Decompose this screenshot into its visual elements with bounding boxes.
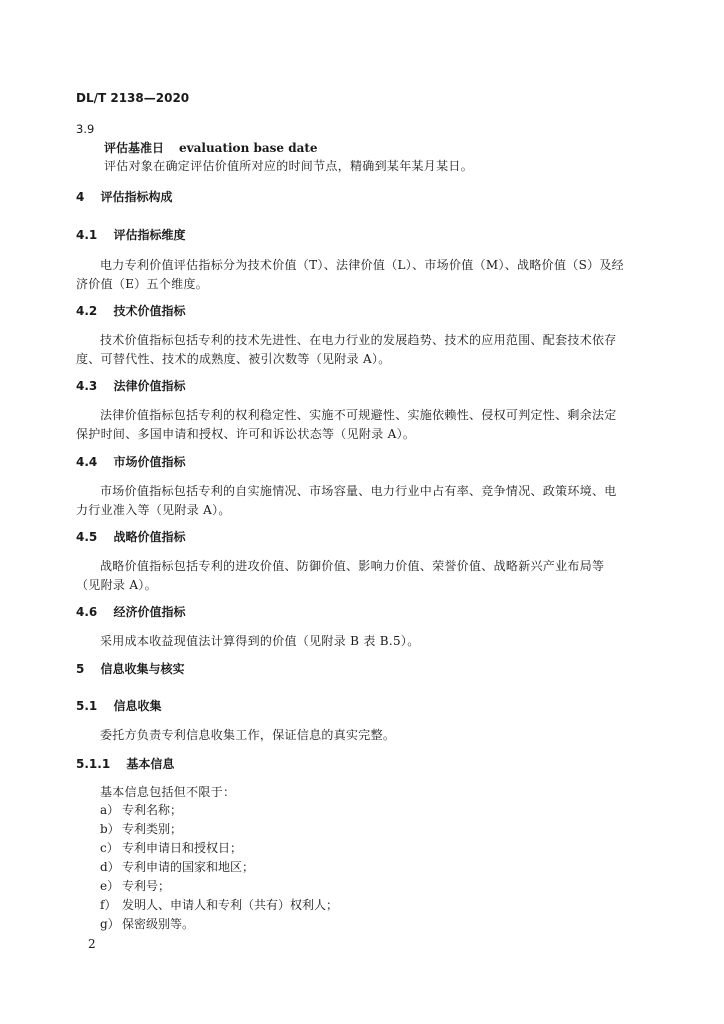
- section-5-1-number: 5.1: [76, 699, 98, 713]
- section-4-2-line-1: 技术价值指标包括专利的技术先进性、在电力行业的发展趋势、技术的应用范围、配套技术依存: [100, 333, 617, 347]
- list-item: [100, 915, 194, 932]
- section-4-1-line-1: 电力专利价值评估指标分为技术价值（T）、法律价值（L）、市场价值（M）、战略价值（S）及经: [100, 258, 624, 272]
- section-4-title: 评估指标构成: [100, 190, 173, 204]
- section-4-3-heading: [76, 377, 185, 394]
- section-4-5-heading: [76, 528, 185, 545]
- section-4-number: 4: [76, 190, 85, 204]
- list-item-text: 专利申请日和授权日；: [122, 841, 243, 855]
- list-item-label: c）: [100, 841, 119, 855]
- section-4-5-number: 4.5: [76, 530, 98, 544]
- section-5-1-1-number: 5.1.1: [76, 757, 111, 771]
- section-4-4-number: 4.4: [76, 455, 98, 469]
- section-4-1-heading: [76, 226, 185, 243]
- section-4-6-number: 4.6: [76, 605, 98, 619]
- section-4-2-title: 技术价值指标: [113, 304, 186, 318]
- section-4-2-line-2: 度、可替代性、技术的成熟度、被引次数等（见附录 A）。: [76, 352, 391, 366]
- section-4-4-line-2: 力行业准入等（见附录 A）。: [76, 503, 231, 517]
- section-5-1-1-title: 基本信息: [126, 757, 175, 771]
- list-item-label: e）: [100, 879, 120, 893]
- section-4-6-title: 经济价值指标: [113, 605, 186, 619]
- list-item: [100, 877, 170, 894]
- section-4-1-line-2: 济价值（E）五个维度。: [76, 277, 209, 291]
- term-definition: 评估对象在确定评估价值所对应的时间节点，精确到某年某月某日。: [104, 159, 474, 173]
- section-4-5-title: 战略价值指标: [113, 530, 186, 544]
- section-4-5-line-2: （见附录 A）。: [76, 578, 157, 592]
- section-4-4-title: 市场价值指标: [113, 455, 186, 469]
- section-5-1-title: 信息收集: [113, 699, 162, 713]
- section-4-3-line-1: 法律价值指标包括专利的权利稳定性、实施不可规避性、实施依赖性、侵权可判定性、剩余法定: [100, 408, 617, 422]
- list-item: [100, 858, 254, 875]
- list-item-label: g）: [100, 917, 120, 931]
- section-4-4-heading: [76, 453, 185, 470]
- list-item-text: 专利号；: [122, 879, 171, 893]
- list-item-label: d）: [100, 860, 120, 874]
- list-item: [100, 839, 242, 856]
- section-4-4-line-1: 市场价值指标包括专利的自实施情况、市场容量、电力行业中占有率、竞争情况、政策环境、电: [100, 484, 617, 498]
- section-4-1-number: 4.1: [76, 228, 98, 242]
- page-number: 2: [88, 937, 96, 951]
- section-4-3-number: 4.3: [76, 379, 98, 393]
- section-5-1-1-intro: 基本信息包括但不限于：: [100, 785, 236, 799]
- term-english: evaluation base date: [179, 141, 318, 155]
- section-4-5-line-1: 战略价值指标包括专利的进攻价值、防御价值、影响力价值、荣誉价值、战略新兴产业布局等: [100, 559, 605, 573]
- term-chinese: 评估基准日: [104, 141, 165, 155]
- list-item: [100, 896, 338, 913]
- list-item-text: 专利名称；: [122, 803, 183, 817]
- section-3-9-number: 3.9: [76, 122, 95, 136]
- section-5-1-heading: [76, 697, 161, 714]
- list-item: [100, 801, 182, 818]
- term-heading: [104, 139, 318, 156]
- section-4-6-line-1: 采用成本收益现值法计算得到的价值（见附录 B 表 B.5）。: [100, 634, 420, 648]
- section-5-1-1-heading: [76, 755, 174, 772]
- section-5-title: 信息收集与核实: [100, 662, 185, 676]
- list-item-text: 发明人、申请人和专利（共有）权利人；: [122, 898, 339, 912]
- list-item-label: f）: [100, 898, 117, 912]
- section-5-number: 5: [76, 662, 85, 676]
- section-5-1-line-1: 委托方负责专利信息收集工作，保证信息的真实完整。: [100, 728, 396, 742]
- list-item-text: 专利类别；: [122, 822, 183, 836]
- section-4-6-heading: [76, 603, 185, 620]
- section-4-1-title: 评估指标维度: [113, 228, 186, 242]
- section-4-2-heading: [76, 302, 185, 319]
- list-item-label: a）: [100, 803, 120, 817]
- list-item-text: 保密级别等。: [122, 917, 195, 931]
- standard-number: DL/T 2138—2020: [76, 91, 190, 105]
- list-item-text: 专利申请的国家和地区；: [122, 860, 255, 874]
- section-4-3-title: 法律价值指标: [113, 379, 186, 393]
- section-4-heading: [76, 188, 173, 205]
- section-5-heading: [76, 660, 185, 677]
- section-4-3-line-2: 保护时间、多国申请和授权、许可和诉讼状态等（见附录 A）。: [76, 427, 416, 441]
- section-4-2-number: 4.2: [76, 304, 98, 318]
- list-item: [100, 820, 182, 837]
- list-item-label: b）: [100, 822, 120, 836]
